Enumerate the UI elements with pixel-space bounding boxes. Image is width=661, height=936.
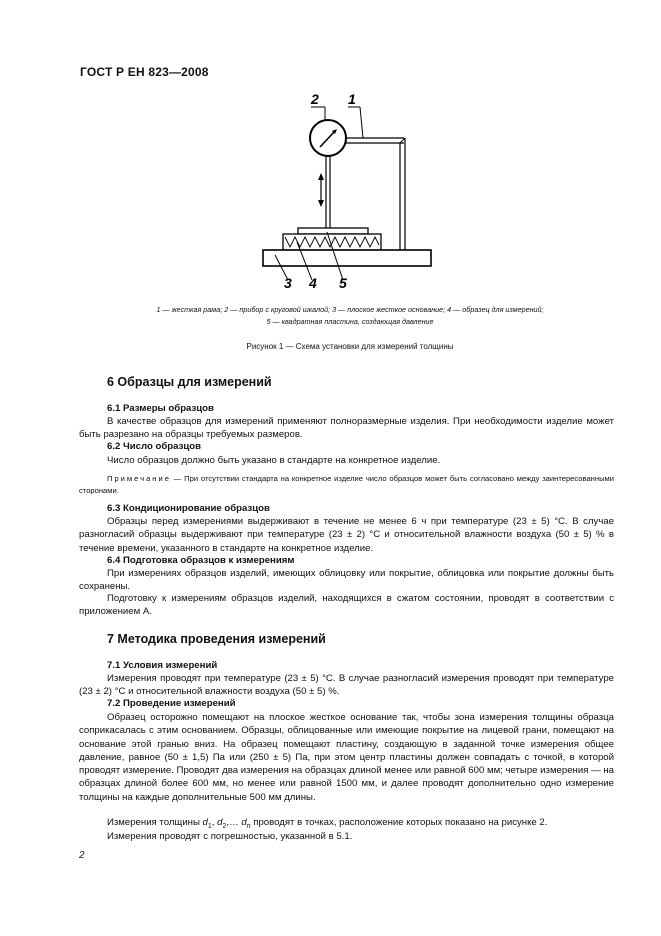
document-header: ГОСТ Р ЕН 823—2008 [80, 65, 209, 79]
subsection-7-2-text-3: Измерения проводят с погрешностью, указанной в 5.1. [107, 831, 353, 842]
label-1: 1 [348, 91, 356, 107]
figure-legend-line-1: 1 — жесткая рама; 2 — прибор с круговой шкалой; 3 — плоское жесткое основание; 4 — образец для измерений; [156, 305, 544, 314]
subsection-7-2-heading: 7.2 Проведение измерений [107, 698, 236, 709]
subsection-6-2-heading: 6.2 Число образцов [107, 441, 201, 452]
note-label: Примечание [107, 474, 171, 483]
page-number: 2 [79, 850, 85, 861]
subsection-7-2-text-1: Образец осторожно помещают на плоское жесткое основание так, чтобы зона измерения толщины образца соприкасалась с этим основанием. Образцы, облицованные или имеющие покрытие на лицевой грани, помещают на основание этой гранью вниз. На образец помещают пластину, создающую в заданной точке измерения общее давление, равное (50 ± 1,5) Па или (250 ± 5) Па, при этом центр пластины должен совпадать с точкой, в которой проводят измерение. Проводят два измерения на образцах длиной менее или равной 600 мм; четыре измерения — на образцах длиной более 600 мм, но менее или равной 1500 мм, и далее проводят дополнительно одно измерение толщины на каждые дополнительные 500 мм длины. [79, 712, 614, 803]
note-paragraph [79, 473, 614, 497]
rigid-base [263, 250, 431, 266]
subsection-6-4-heading: 6.4 Подготовка образцов к измерениям [107, 555, 295, 566]
label-3: 3 [284, 275, 292, 290]
subsection-6-3-heading: 6.3 Кондиционирование образцов [107, 503, 270, 514]
section-7-heading: 7 Методика проведения измерений [107, 632, 326, 646]
figure-title: Рисунок 1 — Схема установки для измерений толщины [246, 342, 454, 351]
figure-legend-line-2: 5 — квадратная пластина, создающая давление [266, 317, 434, 326]
subsection-6-1-heading: 6.1 Размеры образцов [107, 403, 214, 414]
label-4: 4 [309, 275, 317, 290]
subsection-6-4-text-2: Подготовку к измерениям образцов изделий, находящихся в сжатом состоянии, проводят в соответствии с приложением А. [79, 593, 614, 618]
subsection-6-3-text: Образцы перед измерениями выдерживают в течение не менее 6 ч при температуре (23 ± 5) °С. В случае разногласий образцы выдерживают при температуре (23 ± 2) °С и относительной влажности воздуха (50 ± 5) % в течение времени, указанного в стандарте на конкретное изделие. [79, 516, 614, 554]
subsection-6-2-text: Число образцов должно быть указано в стандарте на конкретное изделие. [107, 455, 441, 466]
thickness-measurement-diagram [255, 85, 445, 290]
subsection-6-1-text: В качестве образцов для измерений применяют полноразмерные изделия. При необходимости изделие может быть разрезано на образцы требуемых размеров. [79, 416, 614, 441]
subsection-7-2-text-2: Измерения толщины $d_1$, $d_2,\dots$ $d_n$ проводят в точках, расположение которых показано на рисунке 2. [107, 817, 548, 830]
subsection-7-1-heading: 7.1 Условия измерений [107, 660, 218, 671]
label-2: 2 [311, 91, 319, 107]
note-text: — При отсутствии стандарта на конкретное изделие число образцов может быть согласовано между заинтересованными сторонами. [79, 474, 614, 495]
subsection-7-1-text: Измерения проводят при температуре (23 ± 5) °С. В случае разногласий измерения проводят при температуре (23 ± 2) °С и относительной влажности воздуха (50 ± 5) %. [79, 673, 614, 698]
subsection-6-4-text-1: При измерениях образцов изделий, имеющих облицовку или покрытие, облицовка или покрытие должны быть сохранены. [79, 568, 614, 593]
label-5: 5 [339, 275, 347, 290]
section-6-heading: 6 Образцы для измерений [107, 375, 272, 389]
pressure-plate [298, 228, 368, 234]
